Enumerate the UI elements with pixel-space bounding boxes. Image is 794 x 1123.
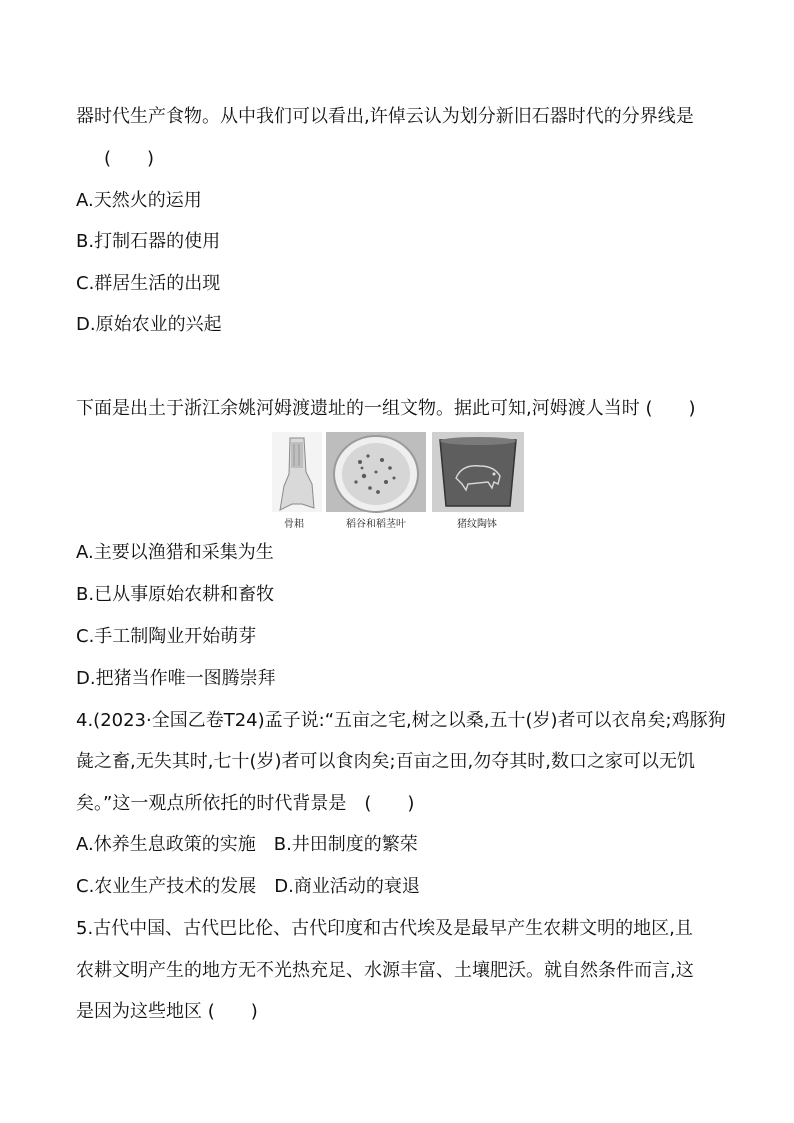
- q3-stem: 下面是出土于浙江余姚河姆渡遗址的一组文物。据此可知,河姆渡人当时 ( ): [76, 398, 696, 419]
- q2-answer-blank: ( ): [104, 148, 155, 169]
- q5-stem-line2: 农耕文明产生的地方无不光热充足、水源丰富、土壤肥沃。就自然条件而言,这: [76, 960, 694, 981]
- q4-stem-line1: 4.(2023·全国乙卷T24)孟子说:“五亩之宅,树之以桑,五十(岁)者可以衣帛矣;鸡豚狗: [76, 710, 726, 731]
- q5-stem-line3: 是因为这些地区 ( ): [76, 1001, 258, 1022]
- q5-stem-line1: 5.古代中国、古代巴比伦、古代印度和古代埃及是最早产生农耕文明的地区,且: [76, 918, 693, 939]
- caption-pig-bowl: 猪纹陶钵: [457, 519, 497, 530]
- q4-stem-line3: 矣。”这一观点所依托的时代背景是 ( ): [76, 793, 415, 814]
- q3-option-c: C.手工制陶业开始萌芽: [76, 626, 257, 647]
- q4-options-row1: A.休养生息政策的实施 B.井田制度的繁荣: [76, 834, 418, 855]
- caption-bone-spade: 骨耜: [284, 519, 304, 530]
- q3-option-a: A.主要以渔猎和采集为生: [76, 542, 274, 563]
- q4-stem-line2: 彘之畜,无失其时,七十(岁)者可以食肉矣;百亩之田,勿夺其时,数口之家可以无饥: [76, 751, 695, 772]
- q4-options-row2: C.农业生产技术的发展 D.商业活动的衰退: [76, 876, 420, 897]
- q3-option-d: D.把猪当作唯一图腾崇拜: [76, 668, 276, 689]
- q2-option-c: C.群居生活的出现: [76, 273, 221, 294]
- q2-option-d: D.原始农业的兴起: [76, 314, 222, 335]
- q2-option-b: B.打制石器的使用: [76, 231, 221, 252]
- q3-option-b: B.已从事原始农耕和畜牧: [76, 584, 275, 605]
- caption-rice-grain: 稻谷和稻茎叶: [346, 519, 406, 530]
- q2-option-a: A.天然火的运用: [76, 190, 202, 211]
- q2-stem-tail: 器时代生产食物。从中我们可以看出,许倬云认为划分新旧石器时代的分界线是: [76, 106, 694, 127]
